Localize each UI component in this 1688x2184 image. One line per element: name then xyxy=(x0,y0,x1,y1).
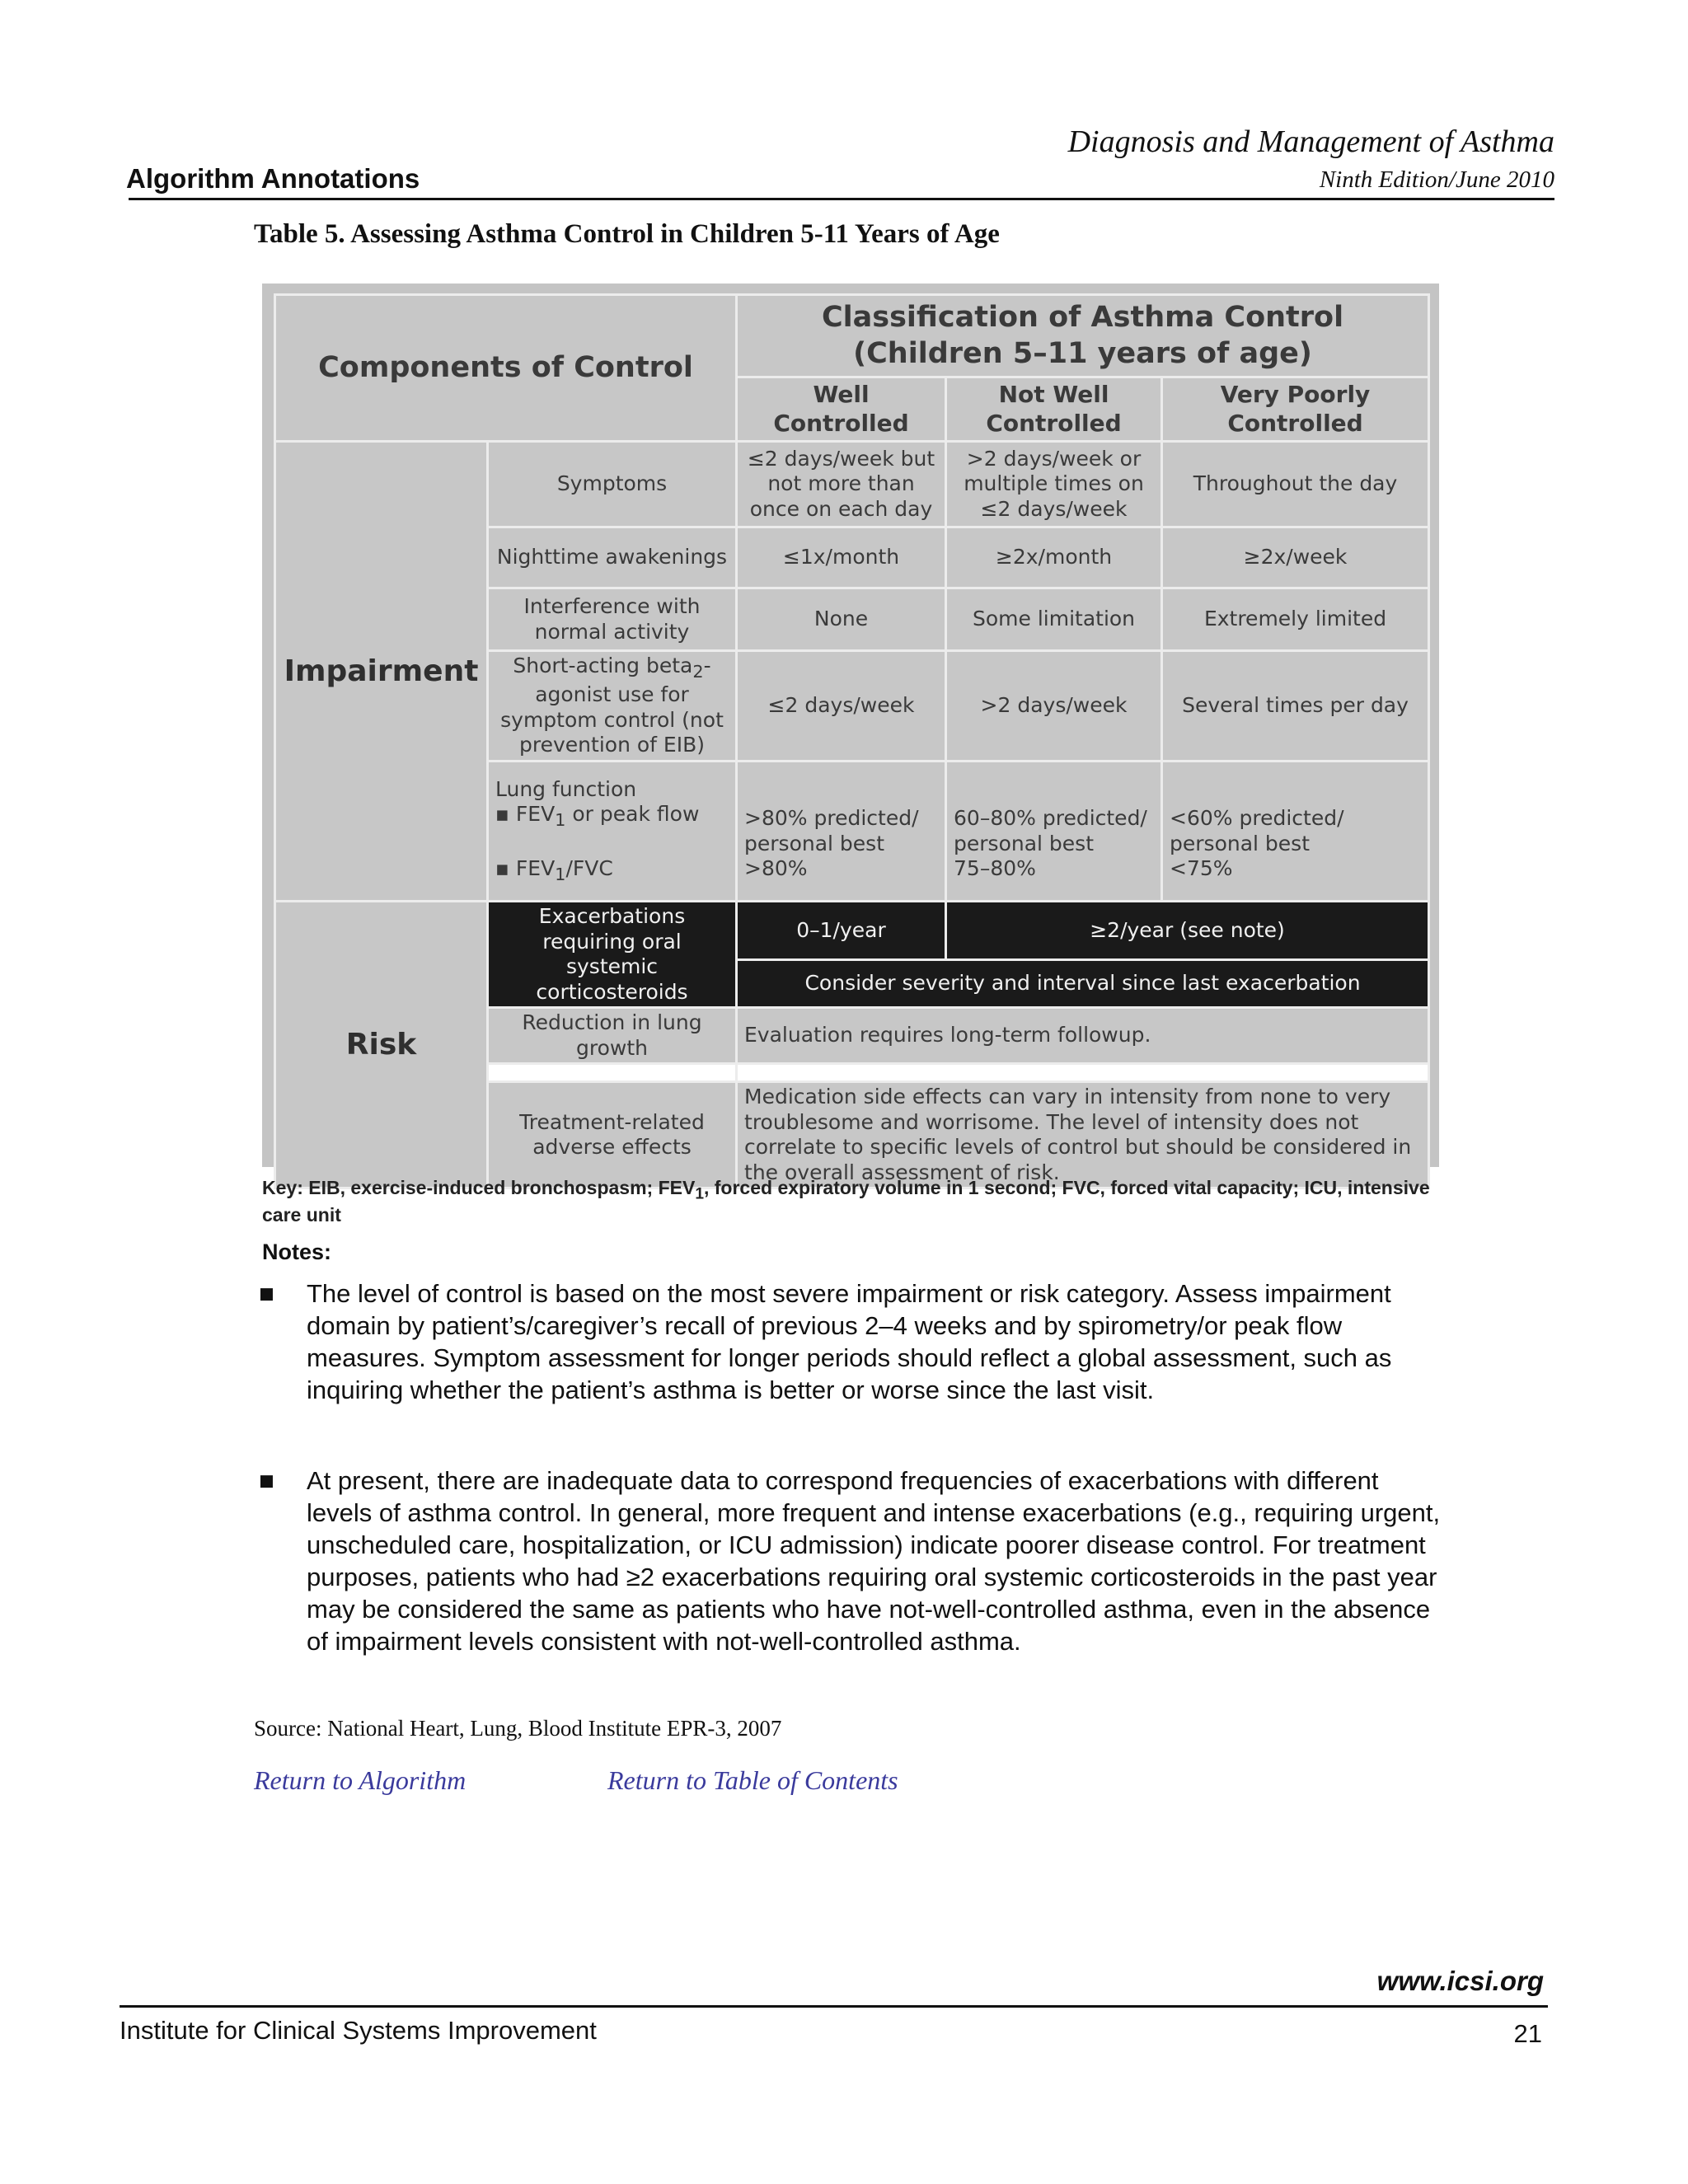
cell-lung-growth: Evaluation requires long-term followup. xyxy=(737,1008,1429,1064)
classification-header-line2: (Children 5–11 years of age) xyxy=(853,336,1312,370)
bullet-icon: ■ xyxy=(259,1279,274,1308)
spacer-cell xyxy=(737,1064,1429,1082)
edition-label: Ninth Edition/June 2010 xyxy=(1319,166,1554,193)
header-divider xyxy=(129,198,1554,200)
cell-nighttime-not-well: ≥2x/month xyxy=(946,527,1162,588)
risk-domain-label: Risk xyxy=(275,902,488,1188)
row-label-adverse-effects: Treatment-related adverse effects xyxy=(488,1082,737,1188)
row-label-saba-use: Short-acting beta$_2$-agonist use for symptom control (not prevention of EIB) xyxy=(488,651,737,762)
table-key: Key: EIB, exercise-induced bronchospasm; $FEV_1$, forced expiratory volume in 1 second; FVC, forced vital capacity; ICU, intensive care unit xyxy=(262,1177,1430,1226)
cell-lung-very-poorly: <60% predicted/ personal best <75% xyxy=(1162,762,1429,902)
row-label-lung-function: Lung function ▪ $FEV_1$ or peak flow ▪ $FEV_1$/FVC xyxy=(488,762,737,902)
table-caption: Table 5. Assessing Asthma Control in Children 5-11 Years of Age xyxy=(254,219,1000,249)
return-to-toc-link[interactable]: Return to Table of Contents xyxy=(607,1765,898,1795)
note-text: At present, there are inadequate data to correspond frequencies of exacerbations with different levels of asthma control. In general, more frequent and intense exacerbations (e.g., requiring urgent, unscheduled care, hospitalization, or ICU admission) indicate poorer disease control. For treatment purposes, patients who had ≥2 exacerbations requiring oral systemic corticosteroids in the past year may be considered the same as patients who have not-well-controlled asthma, even in the absence of impairment levels consistent with not-well-controlled asthma. xyxy=(307,1466,1441,1656)
source-citation: Source: National Heart, Lung, Blood Institute EPR-3, 2007 xyxy=(254,1716,782,1741)
row-label-nighttime-awakenings: Nighttime awakenings xyxy=(488,527,737,588)
cell-adverse-effects: Medication side effects can vary in intensity from none to very troublesome and worrisome. The level of intensity does not correlate to specific levels of control but should be considered in the overall assessment of risk. xyxy=(737,1082,1429,1188)
cell-interference-very-poorly: Extremely limited xyxy=(1162,588,1429,651)
cell-symptoms-not-well: >2 days/week or multiple times on ≤2 days/week xyxy=(946,442,1162,527)
cell-interference-not-well: Some limitation xyxy=(946,588,1162,651)
classification-header-line1: Classification of Asthma Control xyxy=(821,300,1344,334)
website-link[interactable]: www.icsi.org xyxy=(1376,1966,1544,1996)
asthma-control-table xyxy=(274,293,1430,1189)
cell-lung-not-well: 60–80% predicted/ personal best 75–80% xyxy=(946,762,1162,902)
footer-divider xyxy=(120,2005,1548,2008)
asthma-control-table-panel xyxy=(262,284,1439,1184)
return-to-algorithm-link[interactable]: Return to Algorithm xyxy=(254,1765,467,1795)
spacer-cell xyxy=(488,1064,737,1082)
note-item xyxy=(259,1277,1446,1406)
row-label-fev1: ▪ $FEV_1$ or peak flow xyxy=(495,802,700,831)
row-label-symptoms: Symptoms xyxy=(488,442,737,527)
bullet-icon: ■ xyxy=(259,1466,274,1495)
organization-name: Institute for Clinical Systems Improvement xyxy=(120,2016,597,2045)
row-label-exacerbations: Exacerbations requiring oral systemic corticosteroids xyxy=(488,902,737,1008)
cell-symptoms-very-poorly: Throughout the day xyxy=(1162,442,1429,527)
document-title: Diagnosis and Management of Asthma xyxy=(1067,124,1554,159)
col-header-not-well-controlled: Not Well Controlled xyxy=(946,377,1162,442)
cell-exacerbations-not-well-very-poorly: ≥2/year (see note) xyxy=(946,902,1429,960)
cell-saba-not-well: >2 days/week xyxy=(946,651,1162,762)
section-title: Algorithm Annotations xyxy=(126,163,420,194)
cell-interference-well: None xyxy=(737,588,946,651)
impairment-domain-label: Impairment xyxy=(275,442,488,902)
col-header-very-poorly-controlled: Very Poorly Controlled xyxy=(1162,377,1429,442)
row-label-interference: Interference with normal activity xyxy=(488,588,737,651)
page-number: 21 xyxy=(1513,2019,1542,2048)
cell-nighttime-well: ≤1x/month xyxy=(737,527,946,588)
cell-nighttime-very-poorly: ≥2x/week xyxy=(1162,527,1429,588)
cell-saba-well: ≤2 days/week xyxy=(737,651,946,762)
cell-exacerbations-note: Consider severity and interval since last exacerbation xyxy=(737,959,1429,1007)
row-label-fev1-fvc: ▪ $FEV_1$/FVC xyxy=(495,855,613,884)
cell-lung-well: >80% predicted/ personal best >80% xyxy=(737,762,946,902)
note-text: The level of control is based on the most severe impairment or risk category. Assess impairment domain by patient’s/caregiver’s recall of previous 2–4 weeks and by spirometry/or peak flow measures. Symptom assessment for longer periods should reflect a global assessment, such as inquiring whether the patient’s asthma is better or worse since the last visit. xyxy=(307,1279,1392,1404)
cell-saba-very-poorly: Several times per day xyxy=(1162,651,1429,762)
notes-title: Notes: xyxy=(262,1240,332,1264)
components-header: Components of Control xyxy=(275,295,737,442)
row-label-lung-growth: Reduction in lung growth xyxy=(488,1008,737,1064)
note-item xyxy=(259,1465,1446,1657)
col-header-well-controlled: Well Controlled xyxy=(737,377,946,442)
classification-header xyxy=(737,295,1429,377)
cell-symptoms-well: ≤2 days/week but not more than once on each day xyxy=(737,442,946,527)
cell-exacerbations-well: 0–1/year xyxy=(737,902,946,960)
